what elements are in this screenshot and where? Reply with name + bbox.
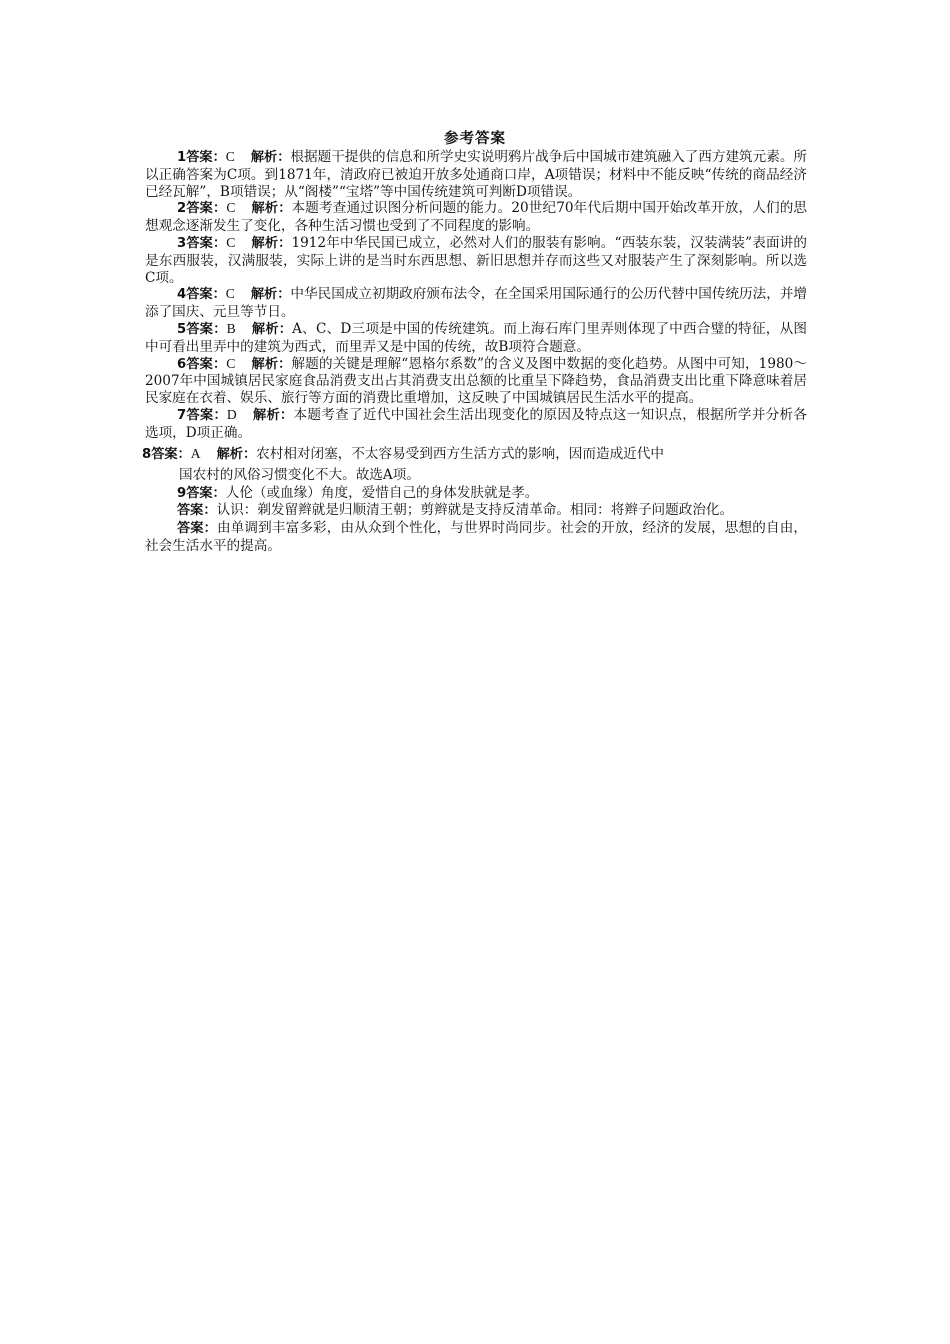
analysis-text: 本题考查通过识图分析问题的能力。20世纪70年代后期中国开始改革开放，人们的思想观念逐渐发生了变化，各种生活习惯也受到了不同程度的影响。	[145, 200, 808, 235]
item-number: 6	[177, 356, 187, 372]
answer-label: 答案：	[186, 235, 227, 251]
analysis-text: 本题考查了近代中国社会生活出现变化的原因及特点这一知识点，根据所学并分析各选项，D项正确。	[145, 406, 807, 441]
analysis-label: 解析：	[251, 235, 292, 251]
answer-label: 答案：	[186, 485, 226, 501]
document-title: 参考答案	[444, 130, 506, 147]
answer-choice: C	[225, 149, 235, 164]
answer-choice: C	[225, 286, 235, 302]
answer-item-8	[142, 444, 807, 465]
answer-label: 答案：	[177, 503, 217, 519]
answer-item-1	[145, 149, 807, 200]
answer-item-9	[145, 485, 807, 503]
item-number: 8	[142, 446, 152, 462]
analysis-label: 解析：	[250, 287, 291, 303]
answer-choice: D	[226, 406, 237, 422]
answer-choice: A	[190, 445, 201, 461]
item-number: 1	[177, 150, 187, 165]
answer-text: 由单调到丰富多彩，由从众到个性化，与世界时尚同步。社会的开放，经济的发展，思想的自由，社会生活水平的提高。	[145, 520, 808, 554]
item-number: 5	[177, 321, 187, 337]
answer-item-4	[145, 286, 807, 321]
answer-item-5	[145, 321, 807, 356]
answer-item-11	[145, 520, 807, 555]
answer-text: 人伦（或血缘）角度，爱惜自己的身体发肤就是孝。	[225, 484, 539, 501]
answer-list	[142, 149, 808, 555]
answer-item-3	[145, 235, 807, 286]
item-number: 7	[177, 407, 187, 423]
item-number: 9	[177, 485, 187, 501]
analysis-text-line-1: 农村相对闭塞，不太容易受到西方生活方式的影响，因而造成近代中	[256, 445, 664, 462]
answer-item-8-continuation	[145, 465, 807, 485]
answer-label: 答案：	[151, 446, 191, 462]
item-number: 3	[177, 235, 187, 251]
answer-choice: C	[226, 355, 236, 371]
answer-choice: C	[226, 234, 236, 250]
answer-item-10	[145, 502, 807, 520]
analysis-text: 中华民国成立初期政府颁布法令，在全国采用国际通行的公历代替中国传统历法，并增添了国庆、元旦等节日。	[145, 286, 808, 321]
analysis-label: 解析：	[250, 150, 291, 165]
analysis-text: A、C、D三项是中国的传统建筑。而上海石库门里弄则体现了中西合璧的特征，从图中可看出里弄中的建筑为西式，而里弄又是中国的传统，故B项符合题意。	[145, 320, 808, 355]
answer-label: 答案：	[177, 521, 217, 537]
answer-text: 认识：剃发留辫就是归顺清王朝；剪辫就是支持反清革命。相同：将辫子问题政治化。	[216, 502, 734, 519]
analysis-text-line-2: 国农村的风俗习惯变化不大。故选A项。	[179, 466, 420, 483]
item-number: 4	[177, 287, 187, 303]
answer-label: 答案：	[186, 150, 226, 165]
answer-label: 答案：	[186, 321, 227, 337]
analysis-text: 1912年中华民国已成立，必然对人们的服装有影响。“西装东装，汉装满装”表面讲的是东西服装，汉满服装，实际上讲的是当时东西思想、新旧思想并存而这些又对服装产生了深刻影响。所以选C项。	[145, 234, 808, 286]
analysis-label: 解析：	[251, 321, 293, 337]
analysis-text: 根据题干提供的信息和所学史实说明鸦片战争后中国城市建筑融入了西方建筑元素。所以正确答案为C项。到1871年，清政府已被迫开放多处通商口岸，A项错误；材料中不能反映“传统的商品经济已经瓦解”，B项错误；从“阁楼”“宝塔”等中国传统建筑可判断D项错误。	[145, 149, 808, 200]
item-number: 2	[177, 201, 187, 217]
answer-item-6	[145, 356, 807, 407]
analysis-label: 解析：	[216, 446, 257, 462]
analysis-label: 解析：	[252, 407, 294, 423]
answer-label: 答案：	[186, 356, 227, 372]
analysis-label: 解析：	[251, 201, 292, 217]
answer-label: 答案：	[186, 407, 227, 423]
answer-choice: B	[226, 320, 236, 336]
answer-choice: C	[226, 200, 236, 216]
answer-label: 答案：	[186, 287, 226, 303]
answer-item-2	[145, 200, 807, 235]
answer-item-7	[145, 407, 807, 442]
analysis-text: 解题的关键是理解“恩格尔系数”的含义及图中数据的变化趋势。从图中可知，1980～2007年中国城镇居民家庭食品消费支出占其消费支出总额的比重呈下降趋势，食品消费支出比重下降意味着居民家庭在衣着、娱乐、旅行等方面的消费比重增加，这反映了中国城镇居民生活水平的提高。	[145, 355, 808, 407]
analysis-label: 解析：	[251, 356, 292, 372]
answer-label: 答案：	[186, 201, 227, 217]
